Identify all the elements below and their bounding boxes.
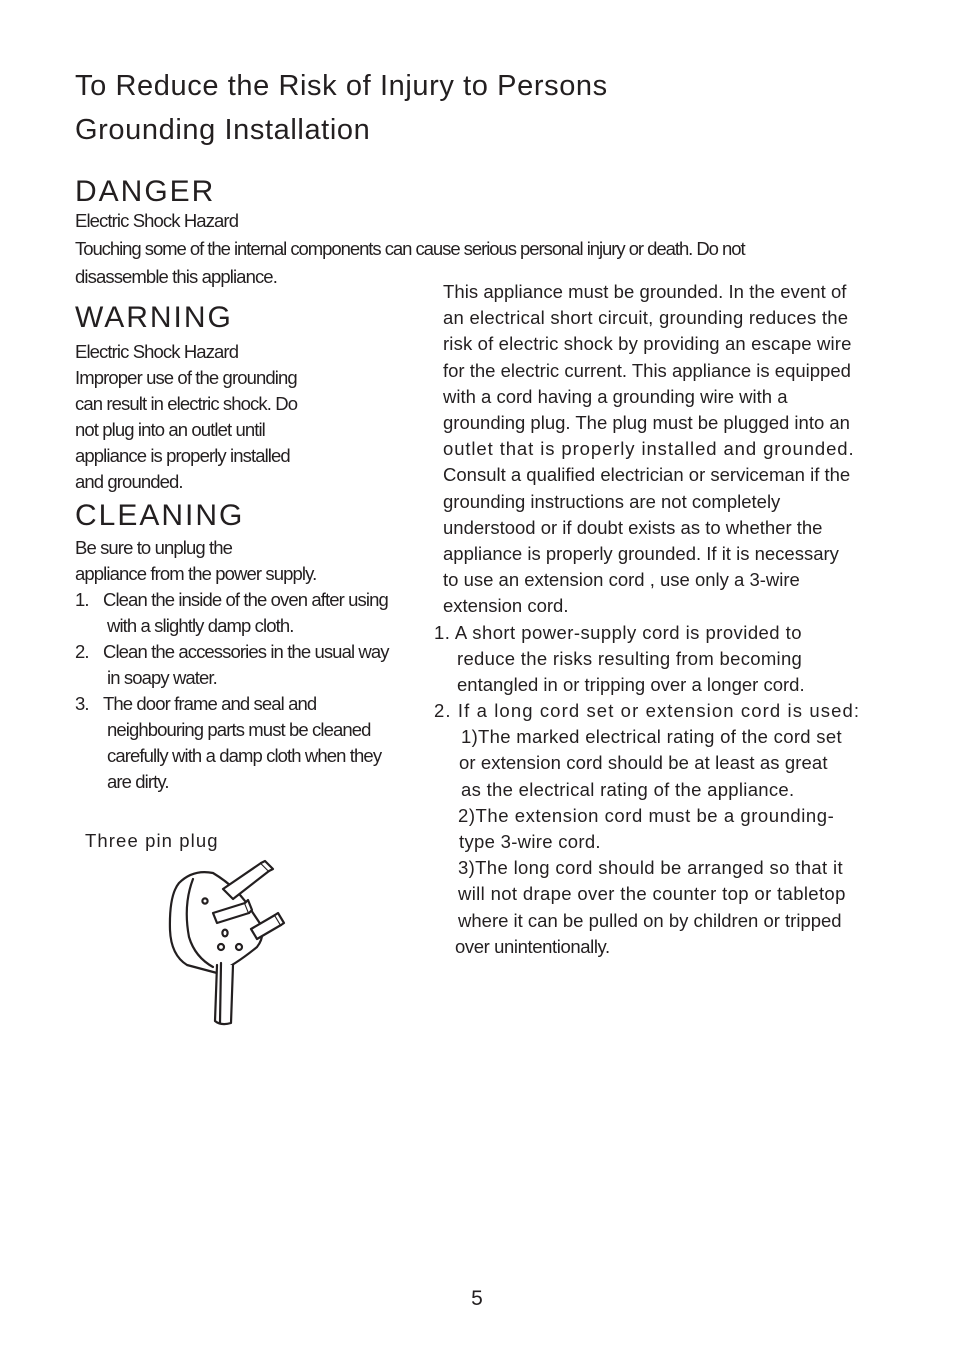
grounding-line: to use an extension cord , use only a 3-wire bbox=[443, 569, 800, 591]
grounding-line: for the electric current. This appliance is equipped bbox=[443, 359, 851, 381]
warning-heading: WARNING bbox=[75, 301, 233, 334]
cleaning-item-line: are dirty. bbox=[107, 771, 169, 792]
warning-line: and grounded. bbox=[75, 471, 183, 492]
grounding-line: grounding plug. The plug must be plugged into an bbox=[443, 412, 850, 434]
grounding-item-line: 1. A short power-supply cord is provided to bbox=[434, 622, 802, 643]
grounding-line: appliance is properly grounded. If it is necessary bbox=[443, 543, 839, 565]
cleaning-heading: CLEANING bbox=[75, 499, 245, 532]
grounding-line: understood or if doubt exists as to whether the bbox=[443, 516, 823, 538]
cleaning-item-line: Clean the inside of the oven after using bbox=[103, 589, 388, 610]
cleaning-item-line: The door frame and seal and bbox=[103, 693, 317, 714]
grounding-line: an electrical short circuit, grounding reduces the bbox=[443, 307, 849, 329]
cleaning-intro bbox=[75, 535, 316, 587]
grounding-item-1 bbox=[434, 620, 805, 699]
cleaning-item-line: neighbouring parts must be cleaned bbox=[107, 719, 371, 740]
cleaning-list bbox=[75, 587, 420, 795]
grounding-subitem-line: will not drape over the counter top or tabletop bbox=[458, 883, 846, 905]
warning-text bbox=[75, 339, 297, 495]
warning-line: Improper use of the grounding bbox=[75, 367, 297, 388]
grounding-subitem-line: as the electrical rating of the appliance. bbox=[461, 778, 795, 800]
grounding-line: extension cord. bbox=[443, 595, 569, 617]
danger-subheading: Electric Shock Hazard bbox=[75, 210, 239, 231]
warning-line: can result in electric shock. Do bbox=[75, 393, 298, 414]
danger-body-line: Touching some of the internal components can cause serious personal injury or death. Do not bbox=[75, 238, 745, 259]
warning-line: not plug into an outlet until bbox=[75, 419, 265, 440]
grounding-item-line: entangled in or tripping over a longer cord. bbox=[457, 674, 805, 696]
grounding-line: outlet that is properly installed and grounded. bbox=[443, 438, 855, 460]
cleaning-item-line: carefully with a damp cloth when they bbox=[107, 745, 382, 766]
cleaning-item bbox=[75, 587, 420, 639]
warning-line: appliance is properly installed bbox=[75, 445, 290, 466]
grounding-subitem-line: or extension cord should be at least as great bbox=[459, 752, 828, 774]
grounding-paragraph bbox=[443, 279, 855, 620]
cleaning-item-number: 3. bbox=[75, 693, 89, 714]
grounding-item-2 bbox=[434, 698, 860, 960]
danger-heading: DANGER bbox=[75, 175, 216, 208]
grounding-line: Consult a qualified electrician or serviceman if the bbox=[443, 464, 851, 486]
grounding-line: grounding instructions are not completely bbox=[443, 490, 781, 512]
grounding-line: risk of electric shock by providing an escape wire bbox=[443, 333, 852, 355]
cleaning-item-line: with a slightly damp cloth. bbox=[107, 615, 294, 636]
danger-body-line: disassemble this appliance. bbox=[75, 266, 277, 287]
page-number: 5 bbox=[471, 1287, 483, 1310]
cleaning-intro-line: Be sure to unplug the bbox=[75, 537, 232, 558]
grounding-subitem-line: where it can be pulled on by children or tripped bbox=[458, 909, 842, 931]
grounding-line: with a cord having a grounding wire with a bbox=[443, 385, 788, 407]
grounding-item-line: reduce the risks resulting from becoming bbox=[457, 648, 803, 670]
grounding-subitem-line: over unintentionally. bbox=[455, 935, 610, 957]
grounding-line: This appliance must be grounded. In the event of bbox=[443, 281, 847, 302]
cleaning-item bbox=[75, 691, 420, 795]
cleaning-item bbox=[75, 639, 420, 691]
grounding-item-line: 2. If a long cord set or extension cord is used: bbox=[434, 700, 861, 721]
cleaning-item-line: Clean the accessories in the usual way bbox=[103, 641, 389, 662]
warning-line: Electric Shock Hazard bbox=[75, 341, 239, 362]
cleaning-item-number: 1. bbox=[75, 589, 89, 610]
plug-caption: Three pin plug bbox=[85, 830, 219, 851]
page-subtitle: Grounding Installation bbox=[75, 114, 371, 146]
grounding-subitem-line: 2)The extension cord must be a grounding- bbox=[458, 804, 835, 826]
cleaning-intro-line: appliance from the power supply. bbox=[75, 563, 317, 584]
grounding-subitem-line: 1)The marked electrical rating of the cord set bbox=[461, 726, 842, 748]
three-pin-plug-icon bbox=[165, 855, 290, 1030]
cleaning-item-number: 2. bbox=[75, 641, 89, 662]
cleaning-item-line: in soapy water. bbox=[107, 667, 217, 688]
page-title: To Reduce the Risk of Injury to Persons bbox=[75, 70, 608, 102]
grounding-subitem-line: 3)The long cord should be arranged so that it bbox=[458, 857, 843, 879]
grounding-subitem-line: type 3-wire cord. bbox=[459, 831, 601, 853]
